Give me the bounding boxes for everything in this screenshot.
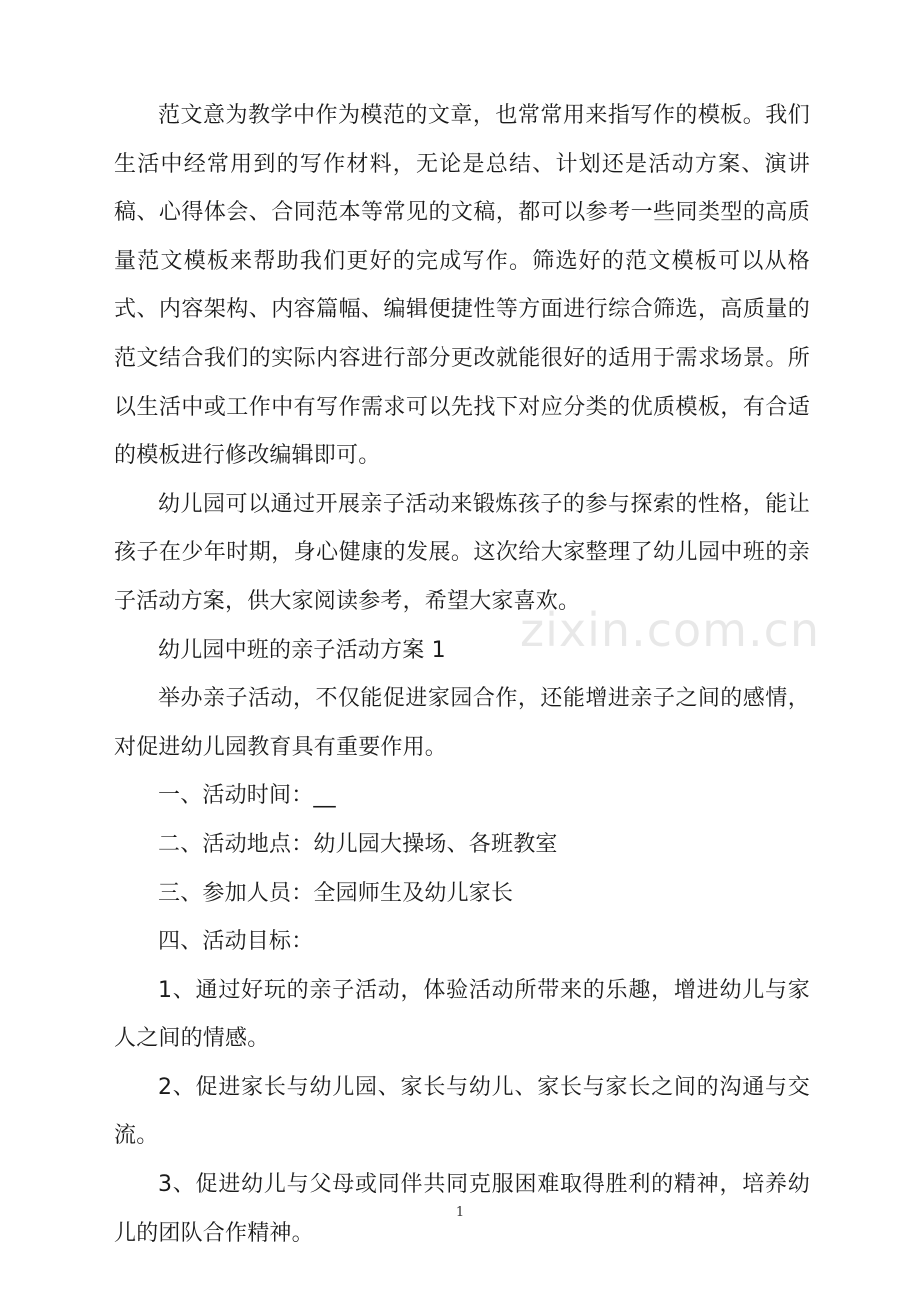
- section-title: 幼儿园中班的亲子活动方案 1: [158, 637, 446, 663]
- page-number: 1: [455, 1205, 465, 1220]
- goal-item-2: 2、促进家长与幼儿园、家长与幼儿、家长与家长之间的沟通与交流。: [114, 1074, 810, 1149]
- goal-item-3: 3、促进幼儿与父母或同伴共同克服困难取得胜利的精神，培养幼儿的团队合作精神。: [114, 1172, 810, 1246]
- paragraph-intro: 范文意为教学中作为模范的文章，也常常用来指写作的模板。我们生活中经常用到的写作材料，无论是总结、计划还是活动方案、演讲稿、心得体会、合同范本等常见的文稿，都可以参考一些同类型的高质量范文模板来帮助我们更好的完成写作。筛选好的范文模板可以从格式、内容架构、内容篇幅、编辑便捷性等方面进行综合筛选，高质量的范文结合我们的实际内容进行部分更改就能很好的适用于需求场景。所以生活中或工作中有写作需求可以先找下对应分类的优质模板，有合适的模板进行修改编辑即可。: [114, 103, 810, 469]
- document-body: [114, 92, 810, 1258]
- paragraph-purpose: 举办亲子活动，不仅能促进家园合作，还能增进亲子之间的感情，对促进幼儿园教育具有重要作用。: [114, 686, 810, 760]
- watermark-text: zixin.com.cn: [520, 603, 821, 657]
- item-activity-location: 二、活动地点：幼儿园大操场、各班教室: [158, 831, 558, 857]
- item-participants: 三、参加人员：全园师生及幼儿家长: [158, 880, 514, 906]
- item-activity-time: 一、活动时间：__: [158, 783, 336, 809]
- paragraph-kindergarten-intro: 幼儿园可以通过开展亲子活动来锻炼孩子的参与探索的性格，能让孩子在少年时期，身心健康的发展。这次给大家整理了幼儿园中班的亲子活动方案，供大家阅读参考，希望大家喜欢。: [114, 491, 810, 614]
- goal-item-1: 1、通过好玩的亲子活动，体验活动所带来的乐趣，增进幼儿与家人之间的情感。: [114, 977, 810, 1052]
- item-goals-heading: 四、活动目标：: [158, 929, 314, 955]
